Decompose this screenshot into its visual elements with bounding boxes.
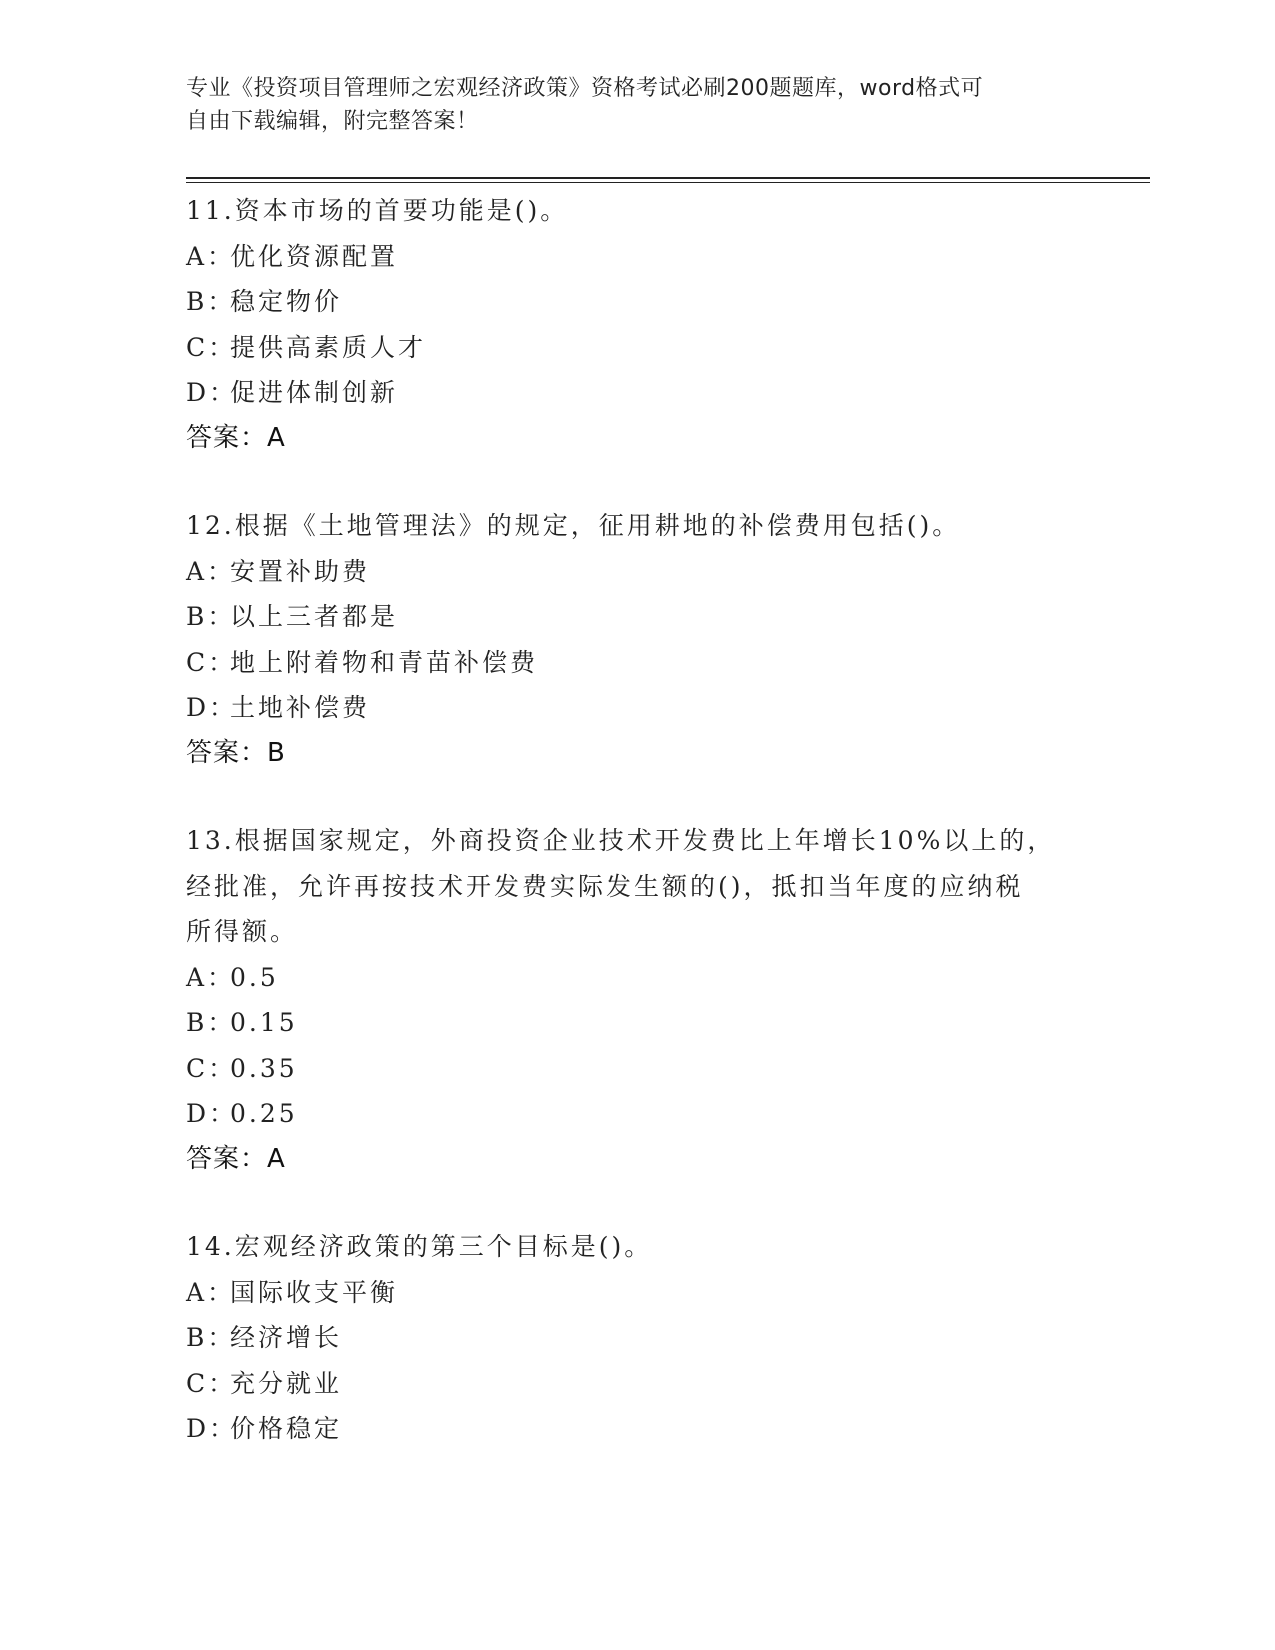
option-c xyxy=(186,1046,1086,1092)
option-d xyxy=(186,370,1086,416)
option-key: C： xyxy=(186,647,237,677)
option-text: 充分就业 xyxy=(230,1368,343,1398)
option-b xyxy=(186,1000,1086,1046)
document-header xyxy=(186,72,1066,138)
option-a xyxy=(186,549,1086,595)
option-text: 国际收支平衡 xyxy=(230,1277,399,1307)
question-stem-line-2: 经批准，允许再按技术开发费实际发生额的()，抵扣当年度的应纳税 xyxy=(186,871,1024,901)
option-key: D： xyxy=(186,378,238,407)
question-14 xyxy=(186,1224,1086,1452)
option-key: B： xyxy=(186,287,236,316)
question-stem: 11.资本市场的首要功能是()。 xyxy=(186,196,569,225)
question-stem-line-3: 所得额。 xyxy=(186,917,299,946)
option-text: 0.5 xyxy=(230,962,279,992)
option-text: 提供高素质人才 xyxy=(230,332,427,362)
option-key: A： xyxy=(186,962,236,992)
option-text: 价格稳定 xyxy=(230,1414,343,1443)
option-key: C： xyxy=(186,1368,237,1398)
option-key: C： xyxy=(186,332,237,362)
option-text: 安置补助费 xyxy=(230,556,371,586)
option-d xyxy=(186,1406,1086,1452)
header-line-1: 专业《投资项目管理师之宏观经济政策》资格考试必刷200题题库，word格式可 xyxy=(186,76,984,101)
option-key: D： xyxy=(186,1099,238,1128)
header-divider-thick xyxy=(186,177,1150,179)
option-key: D： xyxy=(186,1414,238,1443)
answer-label: 答案：A xyxy=(186,1143,286,1174)
option-key: A： xyxy=(186,556,236,586)
question-13 xyxy=(186,818,1086,1182)
option-a xyxy=(186,1270,1086,1316)
option-a xyxy=(186,955,1086,1001)
answer-label: 答案：B xyxy=(186,737,286,768)
option-key: B： xyxy=(186,1008,236,1037)
option-text: 土地补偿费 xyxy=(230,693,371,722)
option-text: 0.25 xyxy=(230,1099,298,1128)
option-text: 0.35 xyxy=(230,1053,298,1083)
question-stem: 14.宏观经济政策的第三个目标是()。 xyxy=(186,1232,653,1261)
question-stem-line-1: 13.根据国家规定，外商投资企业技术开发费比上年增长10%以上的， xyxy=(186,826,1056,855)
option-text: 0.15 xyxy=(230,1008,298,1037)
option-text: 经济增长 xyxy=(230,1323,343,1352)
option-b xyxy=(186,594,1086,640)
option-c xyxy=(186,325,1086,371)
option-key: B： xyxy=(186,602,236,631)
question-stem: 12.根据《土地管理法》的规定，征用耕地的补偿费用包括()。 xyxy=(186,511,961,540)
option-key: D： xyxy=(186,693,238,722)
option-text: 稳定物价 xyxy=(230,287,343,316)
option-b xyxy=(186,279,1086,325)
answer-label: 答案：A xyxy=(186,422,286,453)
option-c xyxy=(186,640,1086,686)
option-d xyxy=(186,685,1086,731)
header-divider-thin xyxy=(186,182,1150,183)
question-11 xyxy=(186,188,1086,461)
option-b xyxy=(186,1315,1086,1361)
option-text: 促进体制创新 xyxy=(230,378,399,407)
option-a xyxy=(186,234,1086,280)
option-key: B： xyxy=(186,1323,236,1352)
question-12 xyxy=(186,503,1086,776)
option-text: 地上附着物和青苗补偿费 xyxy=(230,647,539,677)
option-c xyxy=(186,1361,1086,1407)
header-line-2: 自由下载编辑，附完整答案！ xyxy=(186,109,479,134)
option-key: A： xyxy=(186,241,236,271)
question-list xyxy=(186,188,1086,1494)
option-text: 以上三者都是 xyxy=(230,602,399,631)
option-d xyxy=(186,1091,1086,1137)
option-key: C： xyxy=(186,1053,237,1083)
option-key: A： xyxy=(186,1277,236,1307)
option-text: 优化资源配置 xyxy=(230,241,399,271)
